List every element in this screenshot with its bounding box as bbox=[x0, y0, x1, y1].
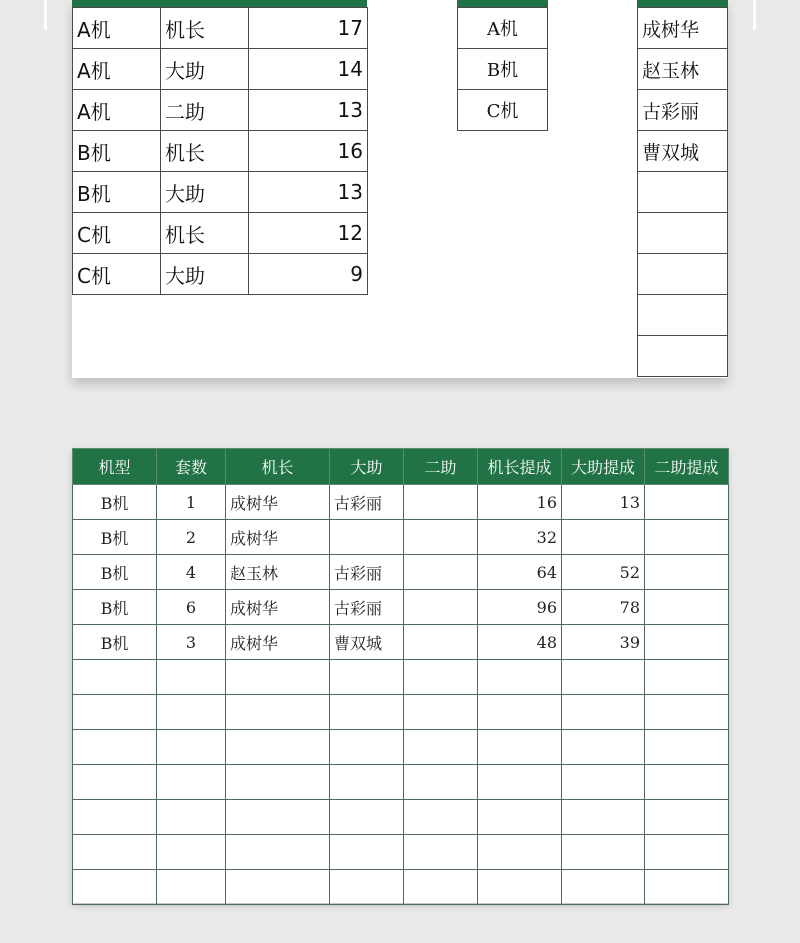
role-cell[interactable]: 大助 bbox=[161, 172, 249, 213]
name-cell[interactable]: 赵玉林 bbox=[638, 49, 728, 90]
value-cell[interactable]: 12 bbox=[249, 213, 368, 254]
header-first-assistant[interactable]: 大助 bbox=[330, 449, 404, 485]
name-list bbox=[637, 7, 728, 377]
cell[interactable] bbox=[226, 870, 330, 905]
cell[interactable] bbox=[73, 870, 157, 905]
role-cell[interactable]: 机长 bbox=[161, 131, 249, 172]
cell[interactable] bbox=[478, 765, 562, 800]
cell[interactable] bbox=[562, 835, 645, 870]
page-edge-left bbox=[44, 0, 47, 30]
machine-cell[interactable]: A机 bbox=[73, 49, 161, 90]
cell[interactable]: 曹双城 bbox=[330, 625, 404, 660]
cell[interactable] bbox=[645, 520, 729, 555]
value-cell[interactable]: 13 bbox=[249, 90, 368, 131]
cell[interactable]: 2 bbox=[157, 520, 226, 555]
cell[interactable] bbox=[645, 835, 729, 870]
cell[interactable] bbox=[226, 800, 330, 835]
header-row bbox=[73, 449, 729, 485]
cell[interactable]: 39 bbox=[562, 625, 645, 660]
cell[interactable] bbox=[404, 520, 478, 555]
cell[interactable] bbox=[157, 730, 226, 765]
cell[interactable] bbox=[330, 800, 404, 835]
cell[interactable]: 4 bbox=[157, 555, 226, 590]
cell[interactable] bbox=[157, 765, 226, 800]
value-cell[interactable]: 17 bbox=[249, 8, 368, 49]
empty-row bbox=[73, 870, 729, 905]
cell[interactable] bbox=[404, 800, 478, 835]
machine-cell[interactable]: B机 bbox=[73, 172, 161, 213]
role-cell[interactable]: 二助 bbox=[161, 90, 249, 131]
empty-row bbox=[73, 835, 729, 870]
table-row bbox=[73, 172, 368, 213]
cell[interactable]: 48 bbox=[478, 625, 562, 660]
cell[interactable]: 成树华 bbox=[226, 625, 330, 660]
cell[interactable] bbox=[157, 695, 226, 730]
list-item bbox=[638, 90, 728, 131]
cell[interactable] bbox=[157, 800, 226, 835]
cell[interactable]: B机 bbox=[73, 520, 157, 555]
name-cell[interactable] bbox=[638, 254, 728, 295]
cell[interactable]: 古彩丽 bbox=[330, 590, 404, 625]
empty-row bbox=[73, 695, 729, 730]
cell[interactable]: 13 bbox=[562, 485, 645, 520]
cell[interactable]: B机 bbox=[73, 485, 157, 520]
cell[interactable] bbox=[226, 695, 330, 730]
cell[interactable] bbox=[404, 485, 478, 520]
cell[interactable] bbox=[73, 660, 157, 695]
name-cell[interactable] bbox=[638, 336, 728, 377]
cell[interactable]: 1 bbox=[157, 485, 226, 520]
cell[interactable] bbox=[73, 765, 157, 800]
cell[interactable]: B机 bbox=[73, 590, 157, 625]
cell[interactable]: B机 bbox=[73, 555, 157, 590]
cell[interactable] bbox=[226, 730, 330, 765]
cell[interactable] bbox=[645, 870, 729, 905]
name-cell[interactable] bbox=[638, 213, 728, 254]
cell[interactable]: 成树华 bbox=[226, 520, 330, 555]
name-cell[interactable]: 曹双城 bbox=[638, 131, 728, 172]
table-row bbox=[73, 131, 368, 172]
role-cell[interactable]: 机长 bbox=[161, 8, 249, 49]
cell[interactable] bbox=[404, 555, 478, 590]
cell[interactable] bbox=[562, 520, 645, 555]
cell[interactable] bbox=[645, 590, 729, 625]
value-cell[interactable]: 9 bbox=[249, 254, 368, 295]
cell[interactable] bbox=[562, 870, 645, 905]
cell[interactable] bbox=[73, 730, 157, 765]
cell[interactable] bbox=[226, 660, 330, 695]
cell[interactable] bbox=[562, 660, 645, 695]
cell[interactable] bbox=[404, 625, 478, 660]
cell[interactable] bbox=[478, 730, 562, 765]
list-item bbox=[458, 49, 548, 90]
machine-cell[interactable]: B机 bbox=[73, 131, 161, 172]
list-item bbox=[638, 295, 728, 336]
header-second-assistant-commission[interactable]: 二助提成 bbox=[645, 449, 729, 485]
rate-table bbox=[72, 7, 368, 295]
cell[interactable]: 52 bbox=[562, 555, 645, 590]
machine-cell[interactable]: A机 bbox=[458, 8, 548, 49]
name-cell[interactable]: 成树华 bbox=[638, 8, 728, 49]
table-row bbox=[73, 590, 729, 625]
cell[interactable]: 32 bbox=[478, 520, 562, 555]
cell[interactable] bbox=[645, 555, 729, 590]
header-first-assistant-commission[interactable]: 大助提成 bbox=[562, 449, 645, 485]
list-item bbox=[458, 8, 548, 49]
cell[interactable] bbox=[330, 520, 404, 555]
machine-cell[interactable]: B机 bbox=[458, 49, 548, 90]
cell[interactable] bbox=[226, 765, 330, 800]
role-cell[interactable]: 大助 bbox=[161, 254, 249, 295]
name-cell[interactable]: 古彩丽 bbox=[638, 90, 728, 131]
cell[interactable] bbox=[73, 835, 157, 870]
cell[interactable] bbox=[478, 695, 562, 730]
cell[interactable] bbox=[404, 730, 478, 765]
cell[interactable] bbox=[330, 695, 404, 730]
cell[interactable]: B机 bbox=[73, 625, 157, 660]
header-captain[interactable]: 机长 bbox=[226, 449, 330, 485]
list-item bbox=[638, 254, 728, 295]
cell[interactable]: 96 bbox=[478, 590, 562, 625]
header-captain-commission[interactable]: 机长提成 bbox=[478, 449, 562, 485]
cell[interactable]: 古彩丽 bbox=[330, 555, 404, 590]
machine-cell[interactable]: C机 bbox=[73, 213, 161, 254]
page-edge-right bbox=[753, 0, 756, 30]
empty-row bbox=[73, 800, 729, 835]
table-row bbox=[73, 90, 368, 131]
machine-cell[interactable]: A机 bbox=[73, 90, 161, 131]
cell[interactable]: 赵玉林 bbox=[226, 555, 330, 590]
table-row bbox=[73, 49, 368, 90]
cell[interactable] bbox=[404, 765, 478, 800]
cell[interactable] bbox=[404, 835, 478, 870]
cell[interactable] bbox=[404, 870, 478, 905]
role-cell[interactable]: 大助 bbox=[161, 49, 249, 90]
list-item bbox=[638, 8, 728, 49]
table-row bbox=[73, 520, 729, 555]
cell[interactable] bbox=[330, 765, 404, 800]
machine-list bbox=[457, 7, 548, 131]
cell[interactable] bbox=[562, 730, 645, 765]
list-item bbox=[638, 49, 728, 90]
cell[interactable] bbox=[645, 625, 729, 660]
list-item bbox=[638, 213, 728, 254]
cell[interactable] bbox=[478, 835, 562, 870]
empty-row bbox=[73, 730, 729, 765]
list-item bbox=[638, 336, 728, 377]
header-second-assistant[interactable]: 二助 bbox=[404, 449, 478, 485]
table-row bbox=[73, 254, 368, 295]
cell[interactable]: 古彩丽 bbox=[330, 485, 404, 520]
cell[interactable]: 成树华 bbox=[226, 590, 330, 625]
cell[interactable] bbox=[330, 835, 404, 870]
cell[interactable] bbox=[157, 835, 226, 870]
cell[interactable] bbox=[404, 660, 478, 695]
cell[interactable] bbox=[645, 660, 729, 695]
cell[interactable] bbox=[478, 660, 562, 695]
list-item bbox=[638, 172, 728, 213]
cell[interactable] bbox=[73, 695, 157, 730]
cell[interactable] bbox=[330, 870, 404, 905]
cell[interactable] bbox=[226, 835, 330, 870]
machine-cell[interactable]: C机 bbox=[73, 254, 161, 295]
value-cell[interactable]: 13 bbox=[249, 172, 368, 213]
cell[interactable] bbox=[157, 660, 226, 695]
cell[interactable] bbox=[645, 695, 729, 730]
cell[interactable] bbox=[404, 695, 478, 730]
cell[interactable] bbox=[562, 800, 645, 835]
value-cell[interactable]: 16 bbox=[249, 131, 368, 172]
table-row bbox=[73, 485, 729, 520]
cell[interactable] bbox=[562, 695, 645, 730]
value-cell[interactable]: 14 bbox=[249, 49, 368, 90]
cell[interactable]: 78 bbox=[562, 590, 645, 625]
name-cell[interactable] bbox=[638, 295, 728, 336]
header-machine-type[interactable]: 机型 bbox=[73, 449, 157, 485]
cell[interactable] bbox=[562, 765, 645, 800]
cell[interactable] bbox=[330, 660, 404, 695]
machine-cell[interactable]: C机 bbox=[458, 90, 548, 131]
cell[interactable] bbox=[73, 800, 157, 835]
cell[interactable] bbox=[645, 485, 729, 520]
cell[interactable] bbox=[157, 870, 226, 905]
empty-row bbox=[73, 660, 729, 695]
role-cell[interactable]: 机长 bbox=[161, 213, 249, 254]
cell[interactable]: 6 bbox=[157, 590, 226, 625]
table-row bbox=[73, 8, 368, 49]
cell[interactable] bbox=[645, 730, 729, 765]
cell[interactable] bbox=[645, 765, 729, 800]
cell[interactable] bbox=[404, 590, 478, 625]
cell[interactable]: 64 bbox=[478, 555, 562, 590]
cell[interactable]: 3 bbox=[157, 625, 226, 660]
table-row bbox=[73, 555, 729, 590]
cell[interactable] bbox=[478, 800, 562, 835]
list-item bbox=[458, 90, 548, 131]
machine-cell[interactable]: A机 bbox=[73, 8, 161, 49]
commission-table bbox=[72, 448, 729, 905]
cell[interactable] bbox=[645, 800, 729, 835]
cell[interactable]: 16 bbox=[478, 485, 562, 520]
cell[interactable] bbox=[330, 730, 404, 765]
table-row bbox=[73, 625, 729, 660]
cell[interactable] bbox=[478, 870, 562, 905]
empty-row bbox=[73, 765, 729, 800]
name-cell[interactable] bbox=[638, 172, 728, 213]
table-row bbox=[73, 213, 368, 254]
header-sets[interactable]: 套数 bbox=[157, 449, 226, 485]
list-item bbox=[638, 131, 728, 172]
cell[interactable]: 成树华 bbox=[226, 485, 330, 520]
